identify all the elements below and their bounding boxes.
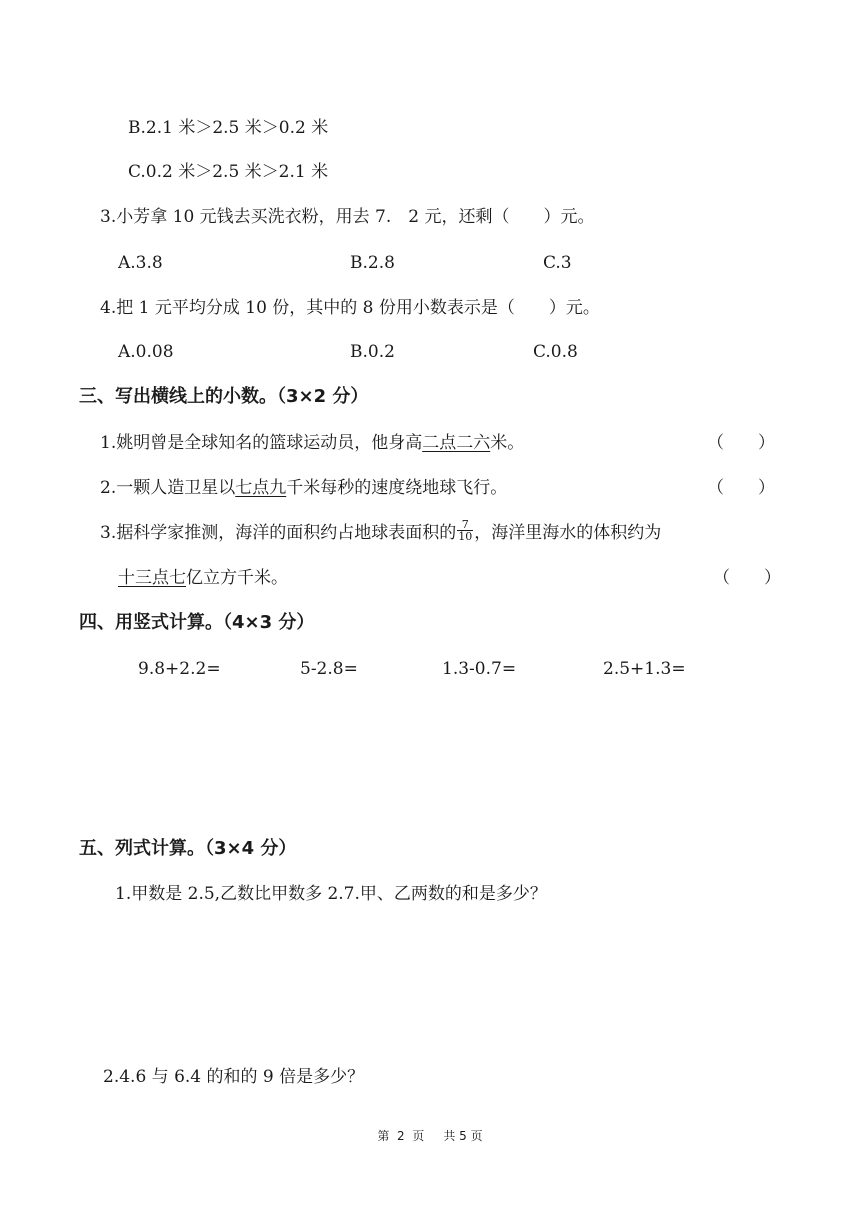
q1-text: 1.姚明曾是全球知名的篮球运动员，他身高 <box>100 433 423 453</box>
answer-paren-2: （ ） <box>707 478 775 498</box>
section-5-title: 五、列式计算。（3×4 分） <box>79 838 297 859</box>
fraction <box>457 519 473 542</box>
q2-text: 2.一颗人造卫星以 <box>100 478 236 498</box>
q2-underlined: 七点九 <box>235 478 287 498</box>
answer-paren-3: （ ） <box>713 568 781 588</box>
q3-underlined: 十三点七 <box>118 568 186 588</box>
section-3-question-2 <box>100 477 507 499</box>
section-5-question-1: 1.甲数是 2.5,乙数比甲数多 2.7.甲、乙两数的和是多少？ <box>115 884 547 904</box>
question-4-stem: 4.把 1 元平均分成 10 份，其中的 8 份用小数表示是（ ）元。 <box>100 298 600 318</box>
q3-line2-text: 亿立方千米。 <box>186 568 288 588</box>
section-3-question-3 <box>100 518 662 545</box>
question-3-stem: 3.小芳拿 10 元钱去买洗衣粉，用去 7. 2 元，还剩（ ）元。 <box>100 207 595 227</box>
expression-3: 1.3-0.7= <box>442 659 517 679</box>
page-footer: 第 2 页 共 5 页 <box>377 1129 483 1143</box>
section-3-question-1 <box>100 432 524 454</box>
question-3-option-c: C.3 <box>543 253 572 273</box>
answer-paren-1: （ ） <box>707 433 775 453</box>
section-4-title: 四、用竖式计算。（4×3 分） <box>79 612 315 633</box>
q1-text-end: 米。 <box>490 433 525 453</box>
question-4-option-a: A.0.08 <box>118 342 174 362</box>
expression-2: 5-2.8= <box>300 659 358 679</box>
expression-4: 2.5+1.3= <box>603 659 686 679</box>
q3-text-end: ，海洋里海水的体积约为 <box>474 523 662 543</box>
question-4-option-c: C.0.8 <box>533 342 578 362</box>
q3-text: 3.据科学家推测，海洋的面积约占地球表面积的 <box>100 523 457 543</box>
fraction-denominator: 10 <box>458 530 473 543</box>
section-3-title: 三、写出横线上的小数。（3×2 分） <box>79 386 369 407</box>
expression-1: 9.8+2.2= <box>138 659 221 679</box>
fraction-numerator: 7 <box>457 519 473 531</box>
question-3-option-b: B.2.8 <box>350 253 395 273</box>
section-3-question-3-line-2 <box>118 567 288 589</box>
section-5-question-2: 2.4.6 与 6.4 的和的 9 倍是多少？ <box>103 1067 365 1087</box>
option-b: B.2.1 米＞2.5 米＞0.2 米 <box>128 118 329 138</box>
question-3-option-a: A.3.8 <box>118 253 163 273</box>
q2-text-end: 千米每秒的速度绕地球飞行。 <box>286 478 508 498</box>
option-c: C.0.2 米＞2.5 米＞2.1 米 <box>128 162 329 182</box>
q1-underlined: 二点二六 <box>422 433 491 453</box>
question-4-option-b: B.0.2 <box>350 342 395 362</box>
